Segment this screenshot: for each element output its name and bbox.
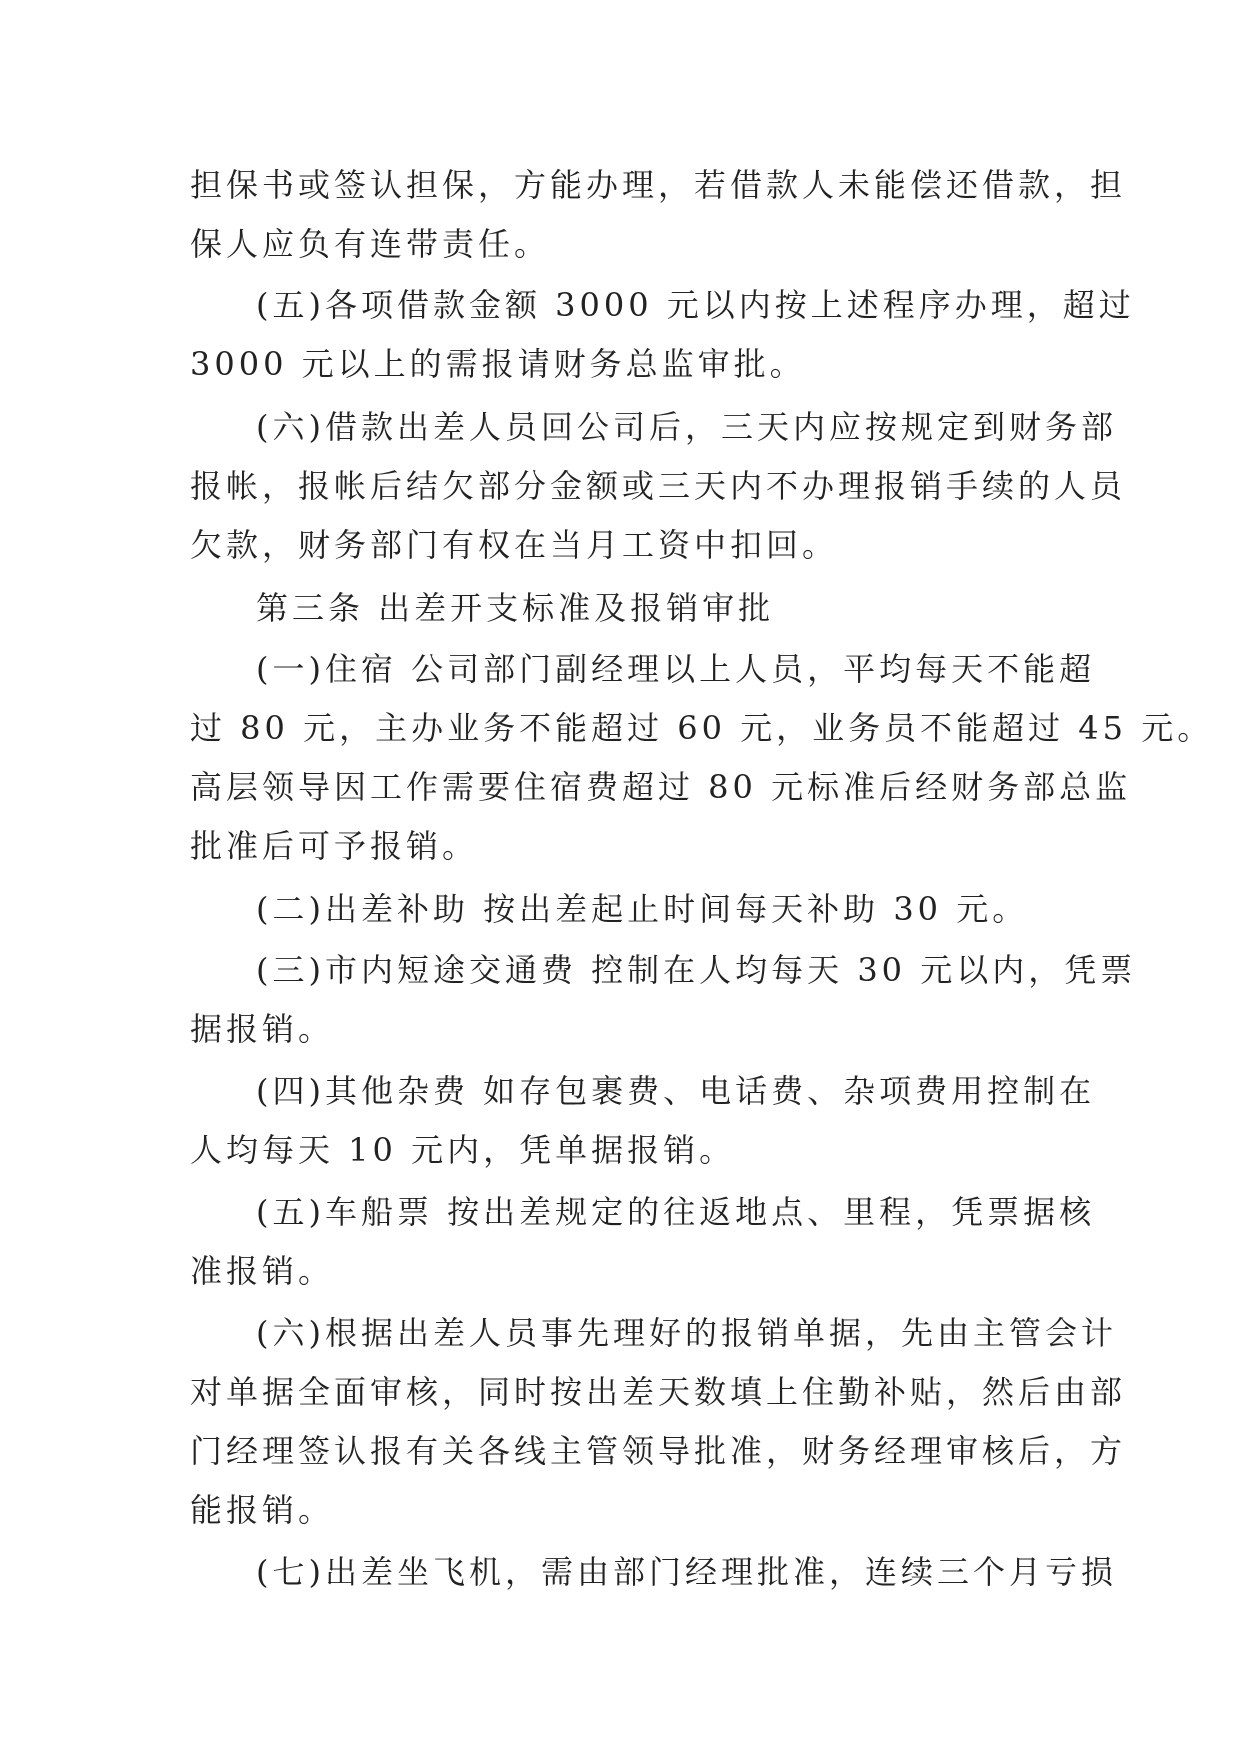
- text-line: 对单据全面审核，同时按出差天数填上住勤补贴，然后由部: [190, 1373, 1127, 1411]
- text-line: 准报销。: [190, 1252, 335, 1290]
- text-line: (二)出差补助 按出差起止时间每天补助 30 元。: [256, 890, 1029, 928]
- text-line: (一)住宿 公司部门副经理以上人员，平均每天不能超: [256, 650, 1096, 688]
- text-line: (三)市内短途交通费 控制在人均每天 30 元以内，凭票: [256, 951, 1137, 989]
- text-line: 过 80 元，主办业务不能超过 60 元，业务员不能超过 45 元。: [190, 709, 1214, 747]
- text-line: 保人应负有连带责任。: [190, 225, 551, 263]
- text-line: 人均每天 10 元内，凭单据报销。: [190, 1131, 736, 1169]
- text-line: (五)各项借款金额 3000 元以内按上述程序办理，超过: [256, 286, 1135, 324]
- text-line: (五)车船票 按出差规定的往返地点、里程，凭票据核: [256, 1193, 1096, 1231]
- text-line: 批准后可予报销。: [190, 827, 479, 865]
- section-heading: 第三条 出差开支标准及报销审批: [256, 589, 775, 627]
- text-line: (六)借款出差人员回公司后，三天内应按规定到财务部: [256, 408, 1117, 446]
- text-line: 据报销。: [190, 1010, 335, 1048]
- text-line: 能报销。: [190, 1491, 335, 1529]
- text-line: 3000 元以上的需报请财务总监审批。: [190, 345, 806, 383]
- text-line: 担保书或签认担保，方能办理，若借款人未能偿还借款，担: [190, 166, 1127, 204]
- text-line: 欠款，财务部门有权在当月工资中扣回。: [190, 526, 839, 564]
- text-line: (六)根据出差人员事先理好的报销单据，先由主管会计: [256, 1314, 1117, 1352]
- text-line: (七)出差坐飞机，需由部门经理批准，连续三个月亏损: [256, 1553, 1117, 1591]
- text-line: 高层领导因工作需要住宿费超过 80 元标准后经财务部总监: [190, 768, 1132, 806]
- text-line: 门经理签认报有关各线主管领导批准，财务经理审核后，方: [190, 1432, 1127, 1470]
- text-line: 报帐，报帐后结欠部分金额或三天内不办理报销手续的人员: [190, 467, 1127, 505]
- text-line: (四)其他杂费 如存包裹费、电话费、杂项费用控制在: [256, 1072, 1096, 1110]
